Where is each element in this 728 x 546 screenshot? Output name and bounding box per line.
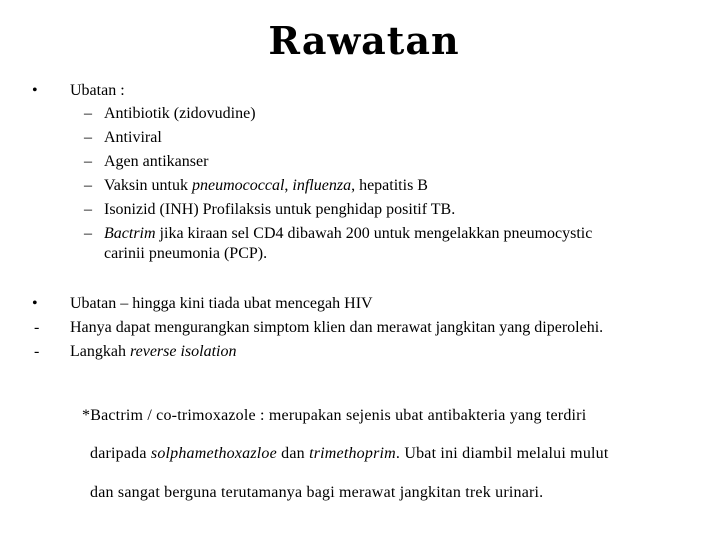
sub-item-bactrim-continued: carinii pneumonia (PCP). [104, 245, 268, 262]
sub-item-antiviral: Antiviral [104, 129, 162, 146]
sub-item-isonizid: Isonizid (INH) Profilaksis untuk penghidap positif TB. [104, 201, 456, 218]
bullet-marker: • [32, 295, 38, 312]
text-segment: Langkah [70, 343, 130, 360]
text-segment: , [284, 177, 293, 194]
text-segment: dan [276, 445, 310, 462]
sub-marker: – [84, 153, 92, 170]
sub-marker: – [84, 105, 92, 122]
text-segment: Vaksin untuk [104, 177, 192, 194]
bullet-ubatan: Ubatan : [70, 82, 125, 99]
sub-marker: – [84, 201, 92, 218]
text-segment: jika kiraan sel CD4 dibawah 200 untuk mengelakkan pneumocystic [155, 225, 593, 242]
text-segment: , hepatitis B [351, 177, 428, 194]
dash-item-langkah [70, 342, 236, 362]
sub-marker: – [84, 177, 92, 194]
bullet-ubatan-hiv: Ubatan – hingga kini tiada ubat mencegah HIV [70, 295, 373, 312]
italic-term: reverse isolation [129, 343, 237, 360]
footnote-line-3: dan sangat berguna terutamanya bagi merawat jangkitan trek urinari. [90, 484, 544, 501]
footnote-line-2 [90, 444, 609, 464]
bullet-marker: • [32, 82, 38, 99]
italic-term: pneumococcal [192, 177, 285, 194]
text-segment: daripada [90, 445, 151, 462]
sub-marker: – [84, 129, 92, 146]
italic-term: trimethoprim [309, 445, 396, 462]
italic-term: Bactrim [104, 225, 156, 242]
sub-item-antibiotik: Antibiotik (zidovudine) [104, 105, 256, 122]
sub-item-vaksin [104, 176, 428, 196]
dash-marker: - [34, 319, 40, 336]
dash-marker: - [34, 343, 40, 360]
italic-term: influenza [292, 177, 352, 194]
sub-item-agen-antikanser: Agen antikanser [104, 153, 209, 170]
dash-item-simptom: Hanya dapat mengurangkan simptom klien dan merawat jangkitan yang diperolehi. [70, 319, 604, 336]
italic-term: solphamethoxazloe [150, 445, 277, 462]
sub-marker: – [84, 225, 92, 242]
slide-title: Rawatan [268, 18, 460, 63]
text-segment: . Ubat ini diambil melalui mulut [395, 445, 609, 462]
footnote-line-1: *Bactrim / co-trimoxazole : merupakan sejenis ubat antibakteria yang terdiri [82, 407, 587, 424]
sub-item-bactrim [104, 224, 592, 244]
